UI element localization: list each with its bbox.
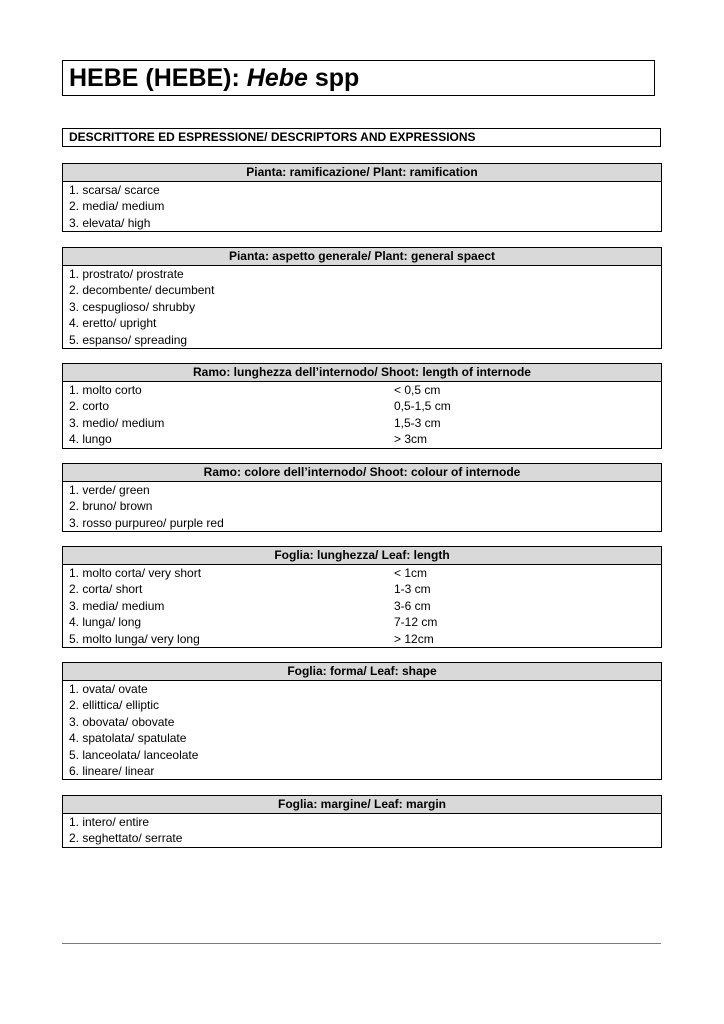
descriptor-header: DESCRITTORE ED ESPRESSIONE/ DESCRIPTORS AND EXPRESSIONS — [62, 128, 661, 147]
list-item — [63, 814, 661, 830]
section-shoot-internode-colour — [62, 463, 662, 532]
item-label: 3. medio/ medium — [69, 415, 165, 430]
item-label: 2. ellittica/ elliptic — [69, 698, 160, 713]
footer-divider — [62, 943, 661, 944]
list-item — [63, 631, 661, 647]
list-item — [63, 681, 661, 697]
section-leaf-shape — [62, 662, 662, 780]
list-item — [63, 697, 661, 713]
item-label: 2. seghettato/ serrate — [69, 831, 183, 846]
item-label: 3. elevata/ high — [69, 215, 151, 230]
list-item — [63, 565, 661, 581]
item-label: 3. obovata/ obovate — [69, 714, 175, 729]
item-label: 1. ovata/ ovate — [69, 682, 148, 696]
section-header: Foglia: margine/ Leaf: margin — [63, 796, 661, 814]
item-label: 2. corto — [69, 399, 110, 414]
list-item — [63, 614, 661, 630]
item-value: > 3cm — [394, 432, 428, 447]
list-item — [63, 830, 661, 846]
item-value: 0,5-1,5 cm — [394, 399, 451, 414]
list-item — [63, 315, 661, 331]
list-item — [63, 382, 661, 398]
section-leaf-margin — [62, 795, 662, 848]
section-header: Pianta: ramificazione/ Plant: ramification — [63, 164, 661, 182]
list-item — [63, 763, 661, 779]
item-value: > 12cm — [394, 631, 434, 646]
item-label: 6. lineare/ linear — [69, 763, 155, 778]
item-label: 3. rosso purpureo/ purple red — [69, 515, 224, 530]
item-label: 5. molto lunga/ very long — [69, 631, 200, 646]
list-item — [63, 415, 661, 431]
title-main: HEBE (HEBE): — [69, 64, 247, 92]
list-item — [63, 182, 661, 198]
list-item — [63, 215, 661, 231]
list-item — [63, 431, 661, 447]
item-label: 2. corta/ short — [69, 582, 143, 597]
item-value: 1,5-3 cm — [394, 415, 441, 430]
list-item — [63, 198, 661, 214]
section-plant-general-aspect — [62, 247, 662, 349]
section-header: Pianta: aspetto generale/ Plant: general spaect — [63, 248, 661, 266]
list-item — [63, 282, 661, 298]
item-value: 7-12 cm — [394, 615, 438, 630]
item-label: 5. lanceolata/ lanceolate — [69, 747, 199, 762]
item-label: 2. bruno/ brown — [69, 499, 153, 514]
item-label: 3. media/ medium — [69, 598, 165, 613]
item-label: 1. prostrato/ prostrate — [69, 267, 184, 281]
list-item — [63, 714, 661, 730]
section-header: Ramo: lunghezza dell’internodo/ Shoot: length of internode — [63, 364, 661, 382]
item-label: 3. cespuglioso/ shrubby — [69, 299, 196, 314]
title-suffix: spp — [307, 64, 360, 92]
list-item — [63, 730, 661, 746]
item-label: 1. intero/ entire — [69, 815, 150, 829]
list-item — [63, 398, 661, 414]
item-label: 2. media/ medium — [69, 199, 165, 214]
section-plant-ramification — [62, 163, 662, 232]
item-label: 1. molto corto — [69, 383, 142, 397]
list-item — [63, 482, 661, 498]
title-italic: Hebe — [246, 64, 308, 92]
list-item — [63, 581, 661, 597]
item-label: 1. molto corta/ very short — [69, 566, 202, 580]
list-item — [63, 266, 661, 282]
item-label: 4. lungo — [69, 432, 112, 447]
item-value: < 0,5 cm — [394, 383, 441, 397]
item-value: 1-3 cm — [394, 582, 431, 597]
section-header: Foglia: forma/ Leaf: shape — [63, 663, 661, 681]
item-value: < 1cm — [394, 566, 428, 580]
item-label: 5. espanso/ spreading — [69, 332, 188, 347]
section-header: Foglia: lunghezza/ Leaf: length — [63, 547, 661, 565]
list-item — [63, 747, 661, 763]
item-label: 1. scarsa/ scarce — [69, 183, 160, 197]
section-shoot-internode-length — [62, 363, 662, 449]
item-label: 2. decombente/ decumbent — [69, 283, 215, 298]
list-item — [63, 332, 661, 348]
item-label: 4. spatolata/ spatulate — [69, 731, 187, 746]
list-item — [63, 515, 661, 531]
list-item — [63, 299, 661, 315]
item-label: 4. eretto/ upright — [69, 316, 157, 331]
item-label: 4. lunga/ long — [69, 615, 142, 630]
list-item — [63, 598, 661, 614]
section-header: Ramo: colore dell’internodo/ Shoot: colour of internode — [63, 464, 661, 482]
page-title — [62, 60, 655, 96]
list-item — [63, 498, 661, 514]
section-leaf-length — [62, 546, 662, 648]
item-label: 1. verde/ green — [69, 483, 150, 497]
item-value: 3-6 cm — [394, 598, 431, 613]
